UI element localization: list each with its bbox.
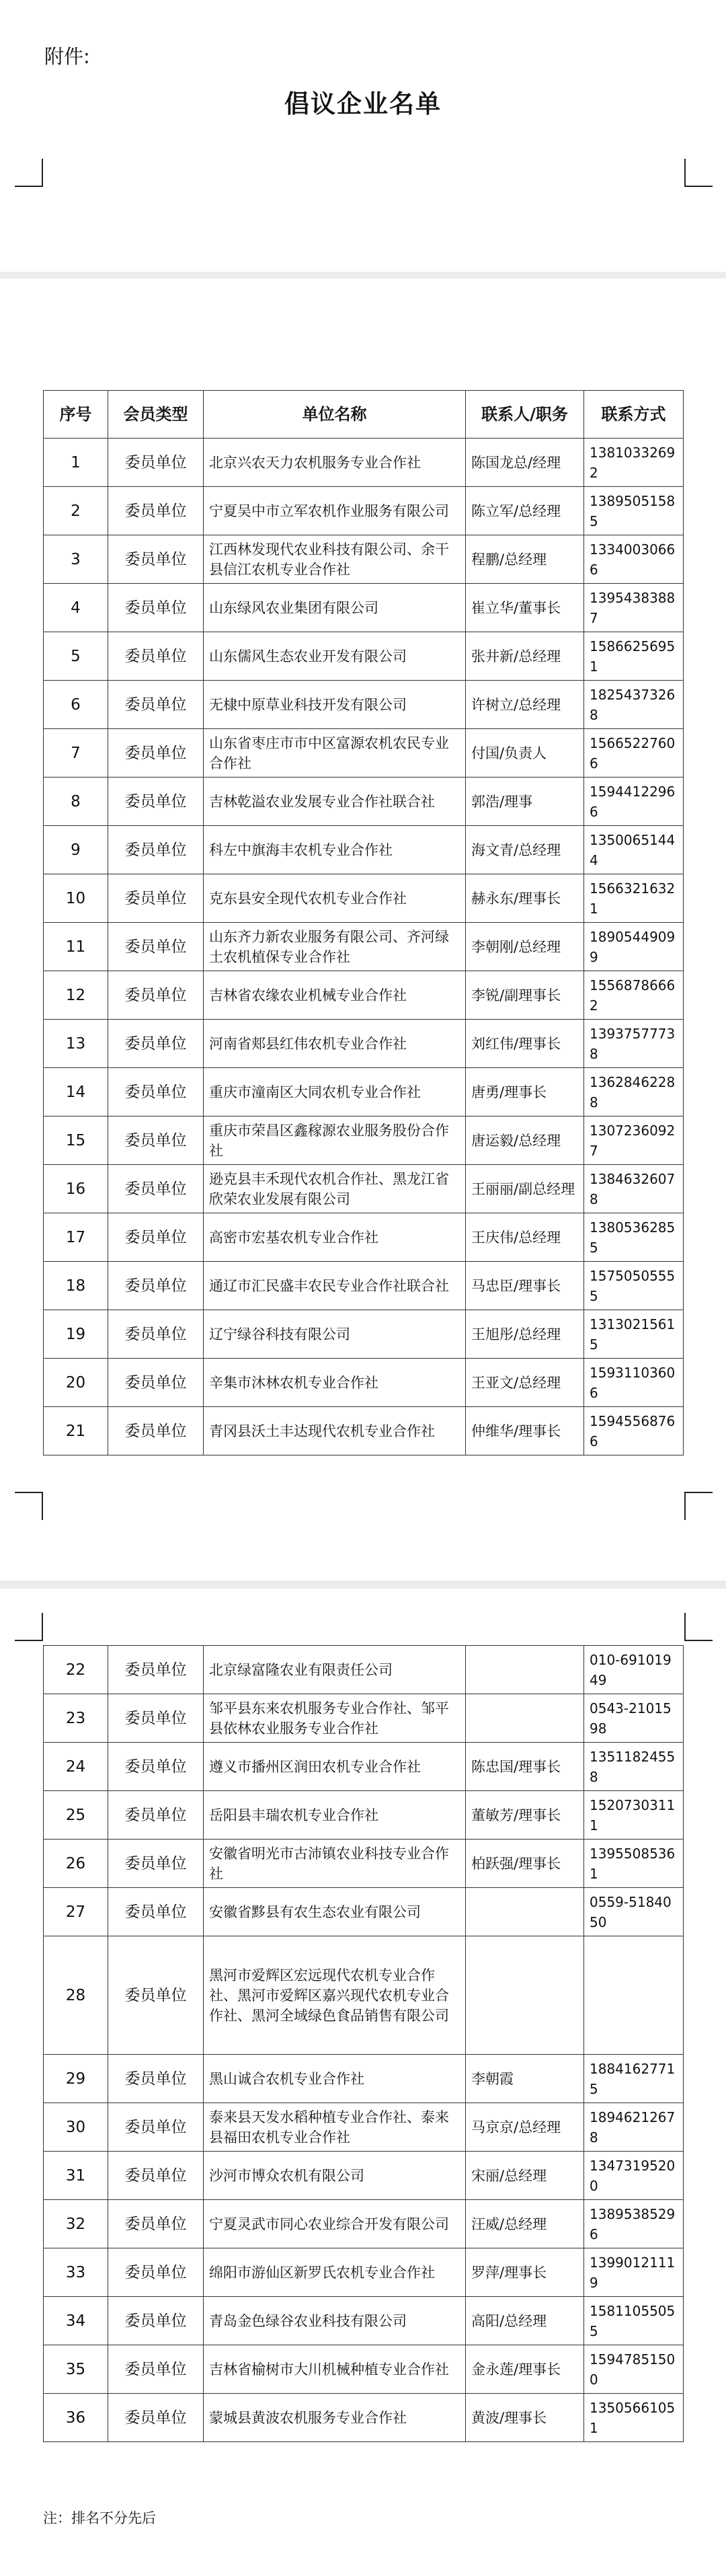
table-row <box>44 1743 684 1791</box>
member-type: 委员单位 <box>108 1165 204 1213</box>
phone-number: 15663216321 <box>584 874 684 923</box>
company-name: 吉林省农缘农业机械专业合作社 <box>204 971 466 1020</box>
contact-person: 崔立华/董事长 <box>466 584 584 632</box>
phone-number: 15944122966 <box>584 778 684 826</box>
table-row <box>44 632 684 681</box>
company-name: 遵义市播州区润田农机专业合作社 <box>204 1743 466 1791</box>
row-number: 5 <box>44 632 108 681</box>
contact-person <box>466 1936 584 2055</box>
phone-number: 15750505555 <box>584 1262 684 1310</box>
table-row <box>44 2055 684 2103</box>
phone-number: 13628462288 <box>584 1068 684 1116</box>
header-phone: 联系方式 <box>584 391 684 439</box>
table-row <box>44 439 684 487</box>
member-type: 委员单位 <box>108 1840 204 1888</box>
page-corner-mark <box>15 1492 43 1520</box>
company-name: 泰来县天发水稻种植专业合作社、泰来县福田农机专业合作社 <box>204 2103 466 2152</box>
table-row <box>44 826 684 874</box>
company-name: 重庆市潼南区大同农机专业合作社 <box>204 1068 466 1116</box>
row-number: 31 <box>44 2152 108 2200</box>
row-number: 35 <box>44 2345 108 2394</box>
table-row <box>44 535 684 584</box>
member-type: 委员单位 <box>108 1694 204 1743</box>
table-row <box>44 1310 684 1359</box>
page-corner-mark <box>15 159 43 187</box>
page-corner-mark <box>684 159 713 187</box>
company-name: 青岛金色绿谷农业科技有限公司 <box>204 2297 466 2345</box>
table-row <box>44 1791 684 1840</box>
member-type: 委员单位 <box>108 2200 204 2248</box>
member-type: 委员单位 <box>108 923 204 971</box>
phone-number: 13955085361 <box>584 1840 684 1888</box>
company-name: 北京绿富隆农业有限责任公司 <box>204 1646 466 1694</box>
phone-number: 13895385296 <box>584 2200 684 2248</box>
contact-person: 赫永东/理事长 <box>466 874 584 923</box>
row-number: 2 <box>44 487 108 535</box>
company-name: 邹平县东来农机服务专业合作社、邹平县依林农业服务专业合作社 <box>204 1694 466 1743</box>
table-row <box>44 1407 684 1455</box>
document-title: 倡议企业名单 <box>284 89 442 118</box>
row-number: 16 <box>44 1165 108 1213</box>
member-type: 委员单位 <box>108 1407 204 1455</box>
phone-number: 15568786662 <box>584 971 684 1020</box>
table-body-1 <box>44 439 684 1455</box>
company-name: 克东县安全现代农机专业合作社 <box>204 874 466 923</box>
table-row <box>44 1262 684 1310</box>
member-type: 委员单位 <box>108 826 204 874</box>
contact-person: 罗萍/理事长 <box>466 2248 584 2297</box>
member-type: 委员单位 <box>108 1646 204 1694</box>
row-number: 12 <box>44 971 108 1020</box>
header-type: 会员类型 <box>108 391 204 439</box>
row-number: 19 <box>44 1310 108 1359</box>
member-type: 委员单位 <box>108 778 204 826</box>
table-row <box>44 2297 684 2345</box>
member-type: 委员单位 <box>108 1791 204 1840</box>
table-row <box>44 487 684 535</box>
enterprise-table-part-2 <box>43 1645 684 2442</box>
phone-number: 18905449099 <box>584 923 684 971</box>
contact-person: 李朝霞 <box>466 2055 584 2103</box>
row-number: 25 <box>44 1791 108 1840</box>
page-corner-mark <box>684 1492 713 1520</box>
phone-number: 010-69101949 <box>584 1646 684 1694</box>
row-number: 29 <box>44 2055 108 2103</box>
table-row <box>44 923 684 971</box>
member-type: 委员单位 <box>108 1068 204 1116</box>
company-name: 山东绿风农业集团有限公司 <box>204 584 466 632</box>
contact-person: 王庆伟/总经理 <box>466 1213 584 1262</box>
contact-person: 陈立军/总经理 <box>466 487 584 535</box>
phone-number: 15947851500 <box>584 2345 684 2394</box>
member-type: 委员单位 <box>108 632 204 681</box>
table-row <box>44 2200 684 2248</box>
member-type: 委员单位 <box>108 1262 204 1310</box>
contact-person: 唐运毅/总经理 <box>466 1116 584 1165</box>
contact-person: 马京京/总经理 <box>466 2103 584 2152</box>
company-name: 绵阳市游仙区新罗氏农机专业合作社 <box>204 2248 466 2297</box>
phone-number: 0543-2101598 <box>584 1694 684 1743</box>
table-row <box>44 729 684 778</box>
table-row <box>44 1840 684 1888</box>
contact-person: 刘红伟/理事长 <box>466 1020 584 1068</box>
table-row <box>44 1213 684 1262</box>
row-number: 11 <box>44 923 108 971</box>
row-number: 1 <box>44 439 108 487</box>
contact-person: 陈忠国/理事长 <box>466 1743 584 1791</box>
member-type: 委员单位 <box>108 2345 204 2394</box>
contact-person: 汪威/总经理 <box>466 2200 584 2248</box>
row-number: 7 <box>44 729 108 778</box>
table-row <box>44 778 684 826</box>
row-number: 21 <box>44 1407 108 1455</box>
phone-number: 0559-5184050 <box>584 1888 684 1936</box>
table-row <box>44 2248 684 2297</box>
contact-person: 仲维华/理事长 <box>466 1407 584 1455</box>
member-type: 委员单位 <box>108 2394 204 2442</box>
company-name: 高密市宏基农机专业合作社 <box>204 1213 466 1262</box>
row-number: 33 <box>44 2248 108 2297</box>
member-type: 委员单位 <box>108 971 204 1020</box>
phone-number: 13511824558 <box>584 1743 684 1791</box>
row-number: 32 <box>44 2200 108 2248</box>
row-number: 8 <box>44 778 108 826</box>
footnote: 注：排名不分先后 <box>43 2510 156 2526</box>
contact-person <box>466 1646 584 1694</box>
row-number: 15 <box>44 1116 108 1165</box>
company-name: 山东儒风生态农业开发有限公司 <box>204 632 466 681</box>
phone-number: 18946212678 <box>584 2103 684 2152</box>
company-name: 河南省郏县红伟农机专业合作社 <box>204 1020 466 1068</box>
company-name: 通辽市汇民盛丰农民专业合作社联合社 <box>204 1262 466 1310</box>
company-name: 吉林乾溢农业发展专业合作社联合社 <box>204 778 466 826</box>
company-name: 山东齐力新农业服务有限公司、齐河绿土农机植保专业合作社 <box>204 923 466 971</box>
member-type: 委员单位 <box>108 681 204 729</box>
table-row <box>44 2152 684 2200</box>
table-header-row <box>44 391 684 439</box>
phone-number: 15945568766 <box>584 1407 684 1455</box>
row-number: 17 <box>44 1213 108 1262</box>
member-type: 委员单位 <box>108 1116 204 1165</box>
table-row <box>44 2103 684 2152</box>
phone-number: 13895051585 <box>584 487 684 535</box>
phone-number: 13846326078 <box>584 1165 684 1213</box>
row-number: 14 <box>44 1068 108 1116</box>
company-name: 辛集市沐林农机专业合作社 <box>204 1359 466 1407</box>
row-number: 26 <box>44 1840 108 1888</box>
member-type: 委员单位 <box>108 2152 204 2200</box>
contact-person: 宋丽/总经理 <box>466 2152 584 2200</box>
row-number: 9 <box>44 826 108 874</box>
phone-number: 13810332692 <box>584 439 684 487</box>
phone-number: 13072360927 <box>584 1116 684 1165</box>
company-name: 黑山诚合农机专业合作社 <box>204 2055 466 2103</box>
contact-person: 王旭彤/总经理 <box>466 1310 584 1359</box>
member-type: 委员单位 <box>108 439 204 487</box>
table-row <box>44 1646 684 1694</box>
company-name: 北京兴农天力农机服务专业合作社 <box>204 439 466 487</box>
member-type: 委员单位 <box>108 1020 204 1068</box>
table-row <box>44 971 684 1020</box>
row-number: 18 <box>44 1262 108 1310</box>
attachment-label: 附件: <box>44 45 90 68</box>
phone-number: 13954383887 <box>584 584 684 632</box>
member-type: 委员单位 <box>108 584 204 632</box>
contact-person: 郭浩/理事 <box>466 778 584 826</box>
member-type: 委员单位 <box>108 2103 204 2152</box>
contact-person: 程鹏/总经理 <box>466 535 584 584</box>
contact-person: 唐勇/理事长 <box>466 1068 584 1116</box>
page-2 <box>0 278 726 1581</box>
company-name: 青冈县沃土丰达现代农机专业合作社 <box>204 1407 466 1455</box>
phone-number: 13473195200 <box>584 2152 684 2200</box>
member-type: 委员单位 <box>108 1213 204 1262</box>
contact-person <box>466 1888 584 1936</box>
phone-number: 13505661051 <box>584 2394 684 2442</box>
page-corner-mark <box>15 1613 43 1641</box>
row-number: 28 <box>44 1936 108 2055</box>
row-number: 3 <box>44 535 108 584</box>
header-contact: 联系人/职务 <box>466 391 584 439</box>
contact-person: 王亚文/总经理 <box>466 1359 584 1407</box>
member-type: 委员单位 <box>108 729 204 778</box>
phone-number: 13130215615 <box>584 1310 684 1359</box>
contact-person: 马忠臣/理事长 <box>466 1262 584 1310</box>
company-name: 沙河市博众农机有限公司 <box>204 2152 466 2200</box>
phone-number: 13937577738 <box>584 1020 684 1068</box>
phone-number: 15931103606 <box>584 1359 684 1407</box>
phone-number: 13805362855 <box>584 1213 684 1262</box>
row-number: 20 <box>44 1359 108 1407</box>
member-type: 委员单位 <box>108 1359 204 1407</box>
row-number: 23 <box>44 1694 108 1743</box>
phone-number: 13500651444 <box>584 826 684 874</box>
member-type: 委员单位 <box>108 2248 204 2297</box>
contact-person: 陈国龙总/经理 <box>466 439 584 487</box>
enterprise-table-part-1 <box>43 390 684 1455</box>
company-name: 无棣中原草业科技开发有限公司 <box>204 681 466 729</box>
header-no: 序号 <box>44 391 108 439</box>
row-number: 4 <box>44 584 108 632</box>
contact-person: 高阳/总经理 <box>466 2297 584 2345</box>
row-number: 6 <box>44 681 108 729</box>
phone-number: 15665227606 <box>584 729 684 778</box>
company-name: 辽宁绿谷科技有限公司 <box>204 1310 466 1359</box>
header-name: 单位名称 <box>204 391 466 439</box>
table-row <box>44 1165 684 1213</box>
table-row <box>44 1020 684 1068</box>
contact-person: 李锐/副理事长 <box>466 971 584 1020</box>
table-row <box>44 2394 684 2442</box>
company-name: 宁夏灵武市同心农业综合开发有限公司 <box>204 2200 466 2248</box>
phone-number: 18254373268 <box>584 681 684 729</box>
page-1 <box>0 0 726 272</box>
table-row <box>44 1694 684 1743</box>
company-name: 逊克县丰禾现代农机合作社、黑龙江省欣荣农业发展有限公司 <box>204 1165 466 1213</box>
table-row <box>44 1116 684 1165</box>
contact-person: 金永莲/理事长 <box>466 2345 584 2394</box>
row-number: 34 <box>44 2297 108 2345</box>
row-number: 36 <box>44 2394 108 2442</box>
member-type: 委员单位 <box>108 1310 204 1359</box>
table-row <box>44 1936 684 2055</box>
member-type: 委员单位 <box>108 1743 204 1791</box>
contact-person: 付国/负责人 <box>466 729 584 778</box>
company-name: 蒙城县黄波农机服务专业合作社 <box>204 2394 466 2442</box>
row-number: 10 <box>44 874 108 923</box>
row-number: 22 <box>44 1646 108 1694</box>
page-3 <box>0 1589 726 2576</box>
table-row <box>44 681 684 729</box>
contact-person: 张井新/总经理 <box>466 632 584 681</box>
phone-number: 18841627715 <box>584 2055 684 2103</box>
member-type: 委员单位 <box>108 1936 204 2055</box>
contact-person: 李朝刚/总经理 <box>466 923 584 971</box>
row-number: 13 <box>44 1020 108 1068</box>
row-number: 24 <box>44 1743 108 1791</box>
contact-person: 海文青/总经理 <box>466 826 584 874</box>
member-type: 委员单位 <box>108 535 204 584</box>
table-row <box>44 1068 684 1116</box>
contact-person <box>466 1694 584 1743</box>
company-name: 重庆市荣昌区鑫稼源农业服务股份合作社 <box>204 1116 466 1165</box>
table-body-2 <box>44 1646 684 2442</box>
phone-number: 15866256951 <box>584 632 684 681</box>
contact-person: 王丽丽/副总经理 <box>466 1165 584 1213</box>
member-type: 委员单位 <box>108 2297 204 2345</box>
contact-person: 柏跃强/理事长 <box>466 1840 584 1888</box>
member-type: 委员单位 <box>108 1888 204 1936</box>
table-row <box>44 1359 684 1407</box>
table-row <box>44 584 684 632</box>
table-row <box>44 874 684 923</box>
phone-number: 13340030666 <box>584 535 684 584</box>
company-name: 黑河市爱辉区宏远现代农机专业合作社、黑河市爱辉区嘉兴现代农机专业合作社、黑河全域绿色食品销售有限公司 <box>204 1936 466 2055</box>
page-corner-mark <box>684 1613 713 1641</box>
member-type: 委员单位 <box>108 874 204 923</box>
phone-number: 15207303111 <box>584 1791 684 1840</box>
table-row <box>44 2345 684 2394</box>
member-type: 委员单位 <box>108 487 204 535</box>
phone-number <box>584 1936 684 2055</box>
company-name: 宁夏吴中市立军农机作业服务有限公司 <box>204 487 466 535</box>
company-name: 安徽省黟县有农生态农业有限公司 <box>204 1888 466 1936</box>
phone-number: 13990121119 <box>584 2248 684 2297</box>
contact-person: 许树立/总经理 <box>466 681 584 729</box>
contact-person: 黄波/理事长 <box>466 2394 584 2442</box>
contact-person: 董敏芳/理事长 <box>466 1791 584 1840</box>
table-row <box>44 1888 684 1936</box>
company-name: 江西林发现代农业科技有限公司、余干县信江农机专业合作社 <box>204 535 466 584</box>
company-name: 山东省枣庄市市中区富源农机农民专业合作社 <box>204 729 466 778</box>
phone-number: 15811055055 <box>584 2297 684 2345</box>
company-name: 科左中旗海丰农机专业合作社 <box>204 826 466 874</box>
company-name: 安徽省明光市古沛镇农业科技专业合作社 <box>204 1840 466 1888</box>
row-number: 30 <box>44 2103 108 2152</box>
member-type: 委员单位 <box>108 2055 204 2103</box>
company-name: 吉林省榆树市大川机械种植专业合作社 <box>204 2345 466 2394</box>
row-number: 27 <box>44 1888 108 1936</box>
company-name: 岳阳县丰瑞农机专业合作社 <box>204 1791 466 1840</box>
